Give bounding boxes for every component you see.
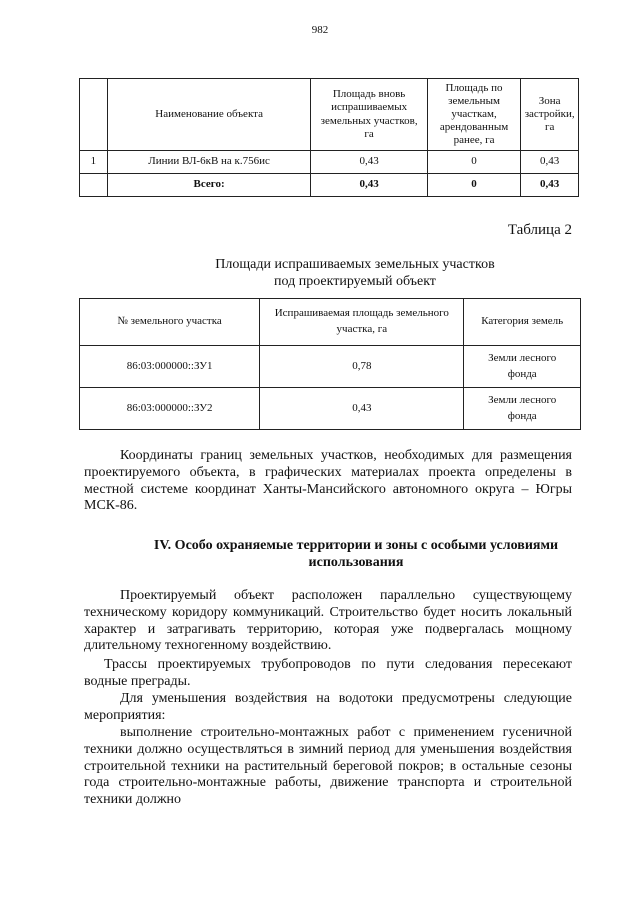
header-cell-building-zone: Зона застройки, га (521, 79, 579, 151)
section-heading: IV. Особо охраняемые территории и зоны с особыми условиями использования (153, 538, 559, 570)
cell-requested-area: 0,78 (260, 346, 464, 388)
table-row (80, 388, 581, 430)
table-total-row (80, 174, 579, 197)
cell-building-zone: 0,43 (521, 151, 579, 174)
land-plots-table (79, 298, 581, 430)
table-header-row (80, 79, 579, 151)
table-row (80, 151, 579, 174)
total-label: Всего: (107, 174, 311, 197)
cell-plot-number: 86:03:000000::ЗУ2 (80, 388, 260, 430)
table2-title (0, 256, 640, 290)
total-new-area: 0,43 (311, 174, 427, 197)
cell-requested-area: 0,43 (260, 388, 464, 430)
header-cell-object-name: Наименование объекта (107, 79, 311, 151)
paragraph-water-crossings: Трассы проектируемых трубопроводов по пути следования пересекают водные преграды. (84, 657, 572, 689)
cell-number: 1 (80, 151, 108, 174)
header-cell-requested-area: Испрашиваемая площадь земельного участка, га (260, 299, 464, 346)
cell-new-area: 0,43 (311, 151, 427, 174)
cell-land-category: Земли лесного фонда (464, 346, 581, 388)
paragraph-measures-intro: Для уменьшения воздействия на водотоки предусмотрены следующие мероприятия: (84, 691, 572, 723)
header-cell-plot-number: № земельного участка (80, 299, 260, 346)
paragraph-object-location: Проектируемый объект расположен параллельно существующему техническому коридору коммуникаций. Строительство будет носить локальный характер и затрагивать территорию, которая уже подвергалась мощному длительному техногенному воздействию. (84, 588, 572, 654)
total-building-zone: 0,43 (521, 174, 579, 197)
cell-plot-number: 86:03:000000::ЗУ1 (80, 346, 260, 388)
table-header-row (80, 299, 581, 346)
total-leased-area: 0 (427, 174, 521, 197)
table-row (80, 346, 581, 388)
table2-caption: Таблица 2 (507, 222, 572, 238)
coordinates-paragraph: Координаты границ земельных участков, необходимых для размещения проектируемого объекта, в графических материалах проекта определены в местной системе координат Ханты-Мансийского автономного округа – Югры МСК-86. (84, 448, 572, 514)
header-cell-new-area: Площадь вновь испрашиваемых земельных участков, га (311, 79, 427, 151)
object-area-table (79, 78, 579, 197)
cell-land-category: Земли лесного фонда (464, 388, 581, 430)
cell-object-name: Линии ВЛ-6кВ на к.756ис (107, 151, 311, 174)
header-cell-leased-area: Площадь по земельным участкам, арендованным ранее, га (427, 79, 521, 151)
total-cell-empty (80, 174, 108, 197)
table2-title-line2: под проектируемый объект (274, 274, 436, 290)
header-cell-number (80, 79, 108, 151)
page-number: 982 (311, 24, 329, 36)
cell-leased-area: 0 (427, 151, 521, 174)
header-cell-land-category: Категория земель (464, 299, 581, 346)
table2-title-line1: Площади испрашиваемых земельных участков (215, 257, 495, 272)
paragraph-measures-detail: выполнение строительно-монтажных работ с применением гусеничной техники должно осуществляться в зимний период для уменьшения воздействия строительной техники на растительный береговой покров; в остальные сезоны года строительно-монтажные работы, движение транспорта и строительной техники должно (84, 725, 572, 808)
